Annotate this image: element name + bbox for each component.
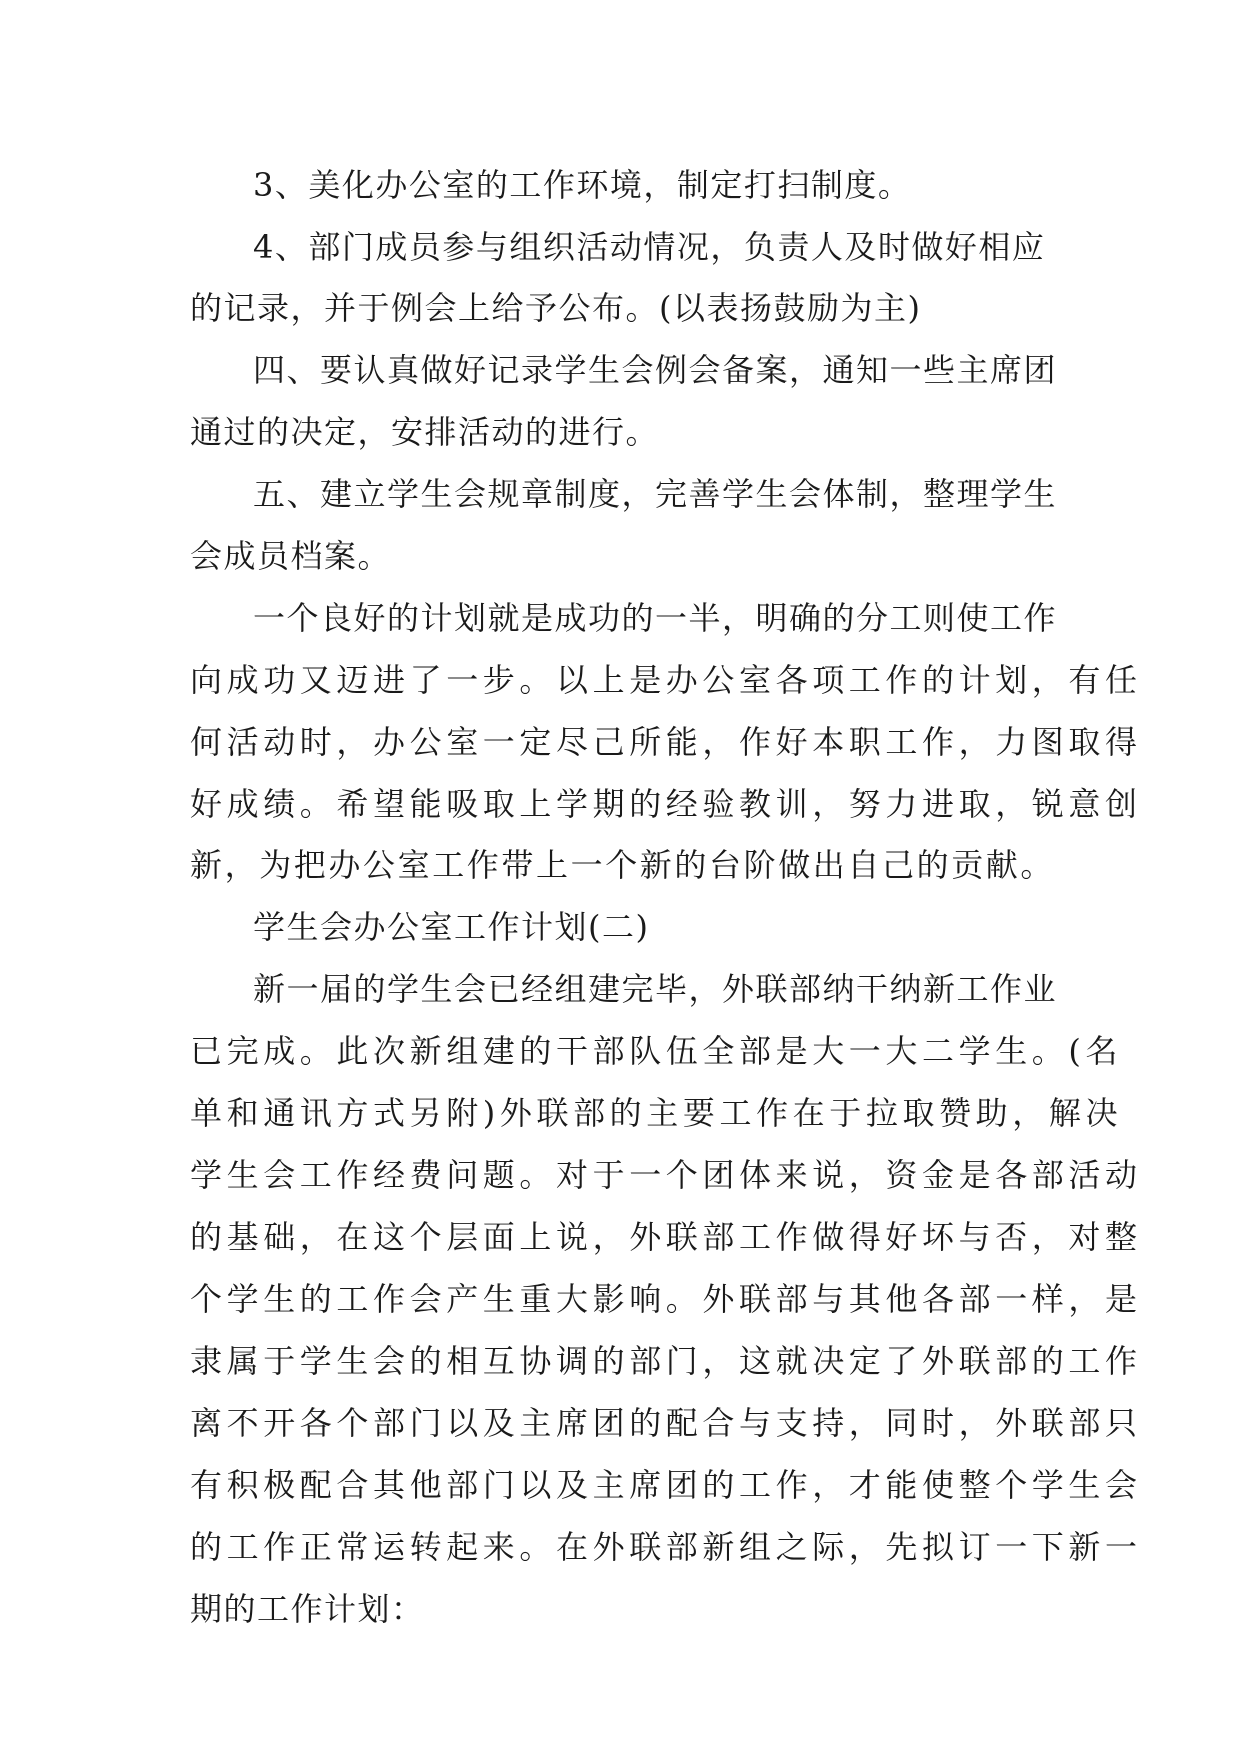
text-line: 的记录，并于例会上给予公布。(以表扬鼓励为主) <box>190 289 922 327</box>
text-line: 好成绩。希望能吸取上学期的经验教训，努力进取，锐意创 <box>190 785 1142 823</box>
section-heading: 学生会办公室工作计划(二) <box>253 908 650 946</box>
text-line: 向成功又迈进了一步。以上是办公室各项工作的计划，有任 <box>190 661 1142 699</box>
text-line: 新一届的学生会已经组建完毕，外联部纳干纳新工作业 <box>253 970 1058 1008</box>
text-line: 五、建立学生会规章制度，完善学生会体制，整理学生 <box>253 475 1058 513</box>
text-line: 新，为把办公室工作带上一个新的台阶做出自己的贡献。 <box>190 846 1056 884</box>
text-line: 离不开各个部门以及主席团的配合与支持，同时，外联部只 <box>190 1404 1142 1442</box>
text-line: 已完成。此次新组建的干部队伍全部是大一大二学生。(名 <box>190 1032 1123 1070</box>
text-line: 通过的决定，安排活动的进行。 <box>190 413 660 451</box>
text-line: 隶属于学生会的相互协调的部门，这就决定了外联部的工作 <box>190 1342 1142 1380</box>
text-line: 单和通讯方式另附)外联部的主要工作在于拉取赞助，解决 <box>190 1094 1123 1132</box>
text-line: 一个良好的计划就是成功的一半，明确的分工则使工作 <box>253 599 1058 637</box>
text-line: 的工作正常运转起来。在外联部新组之际，先拟订一下新一 <box>190 1528 1142 1566</box>
text-line: 何活动时，办公室一定尽己所能，作好本职工作，力图取得 <box>190 723 1142 761</box>
text-line: 个学生的工作会产生重大影响。外联部与其他各部一样，是 <box>190 1280 1142 1318</box>
text-line: 学生会工作经费问题。对于一个团体来说，资金是各部活动 <box>190 1156 1142 1194</box>
text-line: 期的工作计划： <box>190 1590 425 1628</box>
text-line: 3、美化办公室的工作环境，制定打扫制度。 <box>253 166 912 204</box>
text-line: 四、要认真做好记录学生会例会备案，通知一些主席团 <box>253 351 1058 389</box>
text-line: 4、部门成员参与组织活动情况，负责人及时做好相应 <box>253 228 1046 266</box>
text-line: 会成员档案。 <box>190 537 392 575</box>
text-line: 的基础，在这个层面上说，外联部工作做得好坏与否，对整 <box>190 1218 1142 1256</box>
text-line: 有积极配合其他部门以及主席团的工作，才能使整个学生会 <box>190 1466 1142 1504</box>
